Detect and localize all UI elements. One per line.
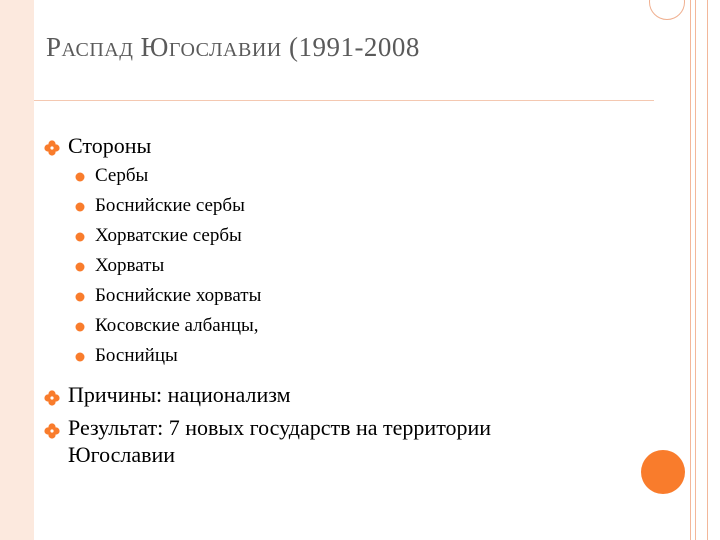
- list-item: Сербы: [95, 165, 149, 186]
- four-petal-flower-icon: [44, 390, 60, 406]
- title-initial: Р: [46, 32, 62, 62]
- bullet-result-continuation: Югославии: [68, 442, 176, 467]
- filled-circle-icon: [75, 292, 85, 302]
- list-item: Боснийские сербы: [95, 195, 245, 216]
- title-years: (1991-2008: [288, 32, 420, 62]
- filled-circle-icon: [75, 202, 85, 212]
- list-item: Хорваты: [95, 255, 165, 276]
- filled-circle-icon: [75, 262, 85, 272]
- four-petal-flower-icon: [44, 140, 60, 156]
- list-item: Боснийские хорваты: [95, 285, 262, 306]
- title-word: ГОСЛАВИИ: [168, 39, 282, 61]
- bullet-result: Результат: 7 новых государств на территории: [68, 415, 492, 440]
- four-petal-flower-icon: [44, 423, 60, 439]
- title-initial: Ю: [140, 32, 169, 62]
- filled-circle-icon: [75, 172, 85, 182]
- list-item: Косовские албанцы,: [95, 315, 259, 336]
- bullet-causes: Причины: национализм: [68, 382, 291, 407]
- list-item: Боснийцы: [95, 345, 178, 366]
- filled-circle-icon: [75, 352, 85, 362]
- bullet-sides-heading: Стороны: [68, 133, 152, 158]
- filled-circle-icon: [75, 322, 85, 332]
- title-word: АСПАД: [61, 39, 134, 61]
- filled-circle-icon: [75, 232, 85, 242]
- list-item: Хорватские сербы: [95, 225, 242, 246]
